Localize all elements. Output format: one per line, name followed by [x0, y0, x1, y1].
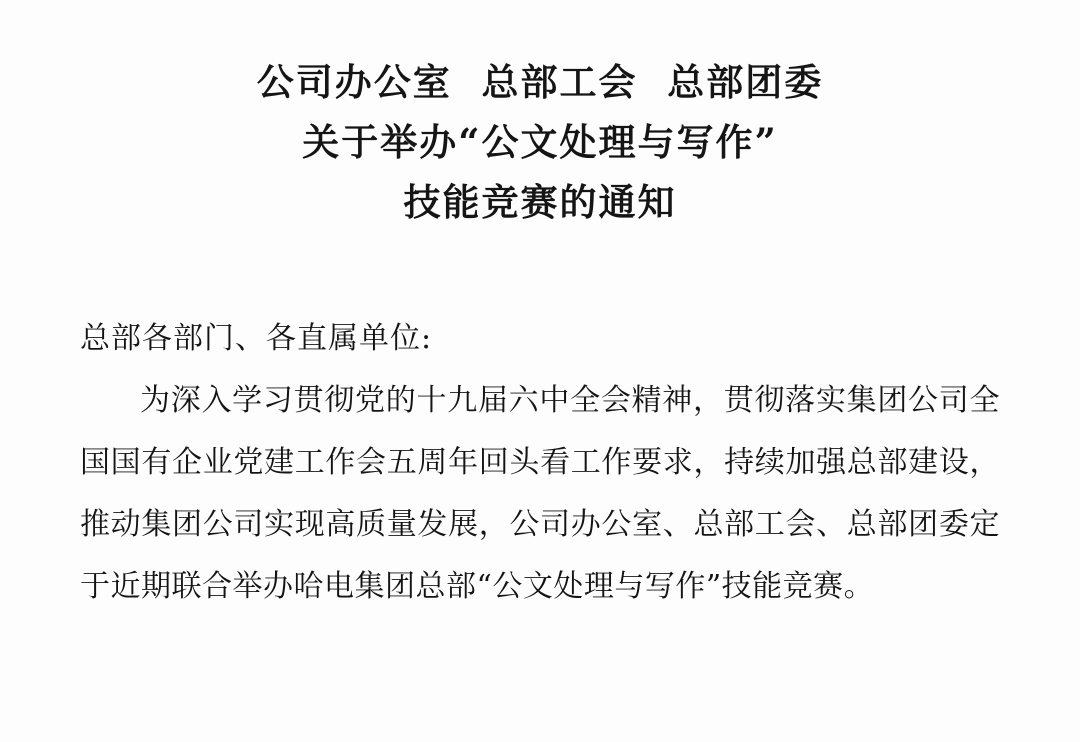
document-body [80, 232, 1000, 618]
document-title [110, 0, 970, 232]
body-paragraph-1: 为深入学习贯彻党的十九届六中全会精神，贯彻落实集团公司全国国有企业党建工作会五周年回头看工作要求，持续加强总部建设，推动集团公司实现高质量发展，公司办公室、总部工会、总部团委定于近期联合举办哈电集团总部“公文处理与写作”技能竞赛。 [80, 383, 1000, 604]
title-line-2: 关于举办“公文处理与写作” [302, 120, 778, 164]
title-line-1: 公司办公室 总部工会 总部团委 [256, 60, 824, 104]
title-line-3: 技能竞赛的通知 [403, 180, 677, 224]
salutation: 总部各部门、各直属单位: [80, 321, 433, 356]
